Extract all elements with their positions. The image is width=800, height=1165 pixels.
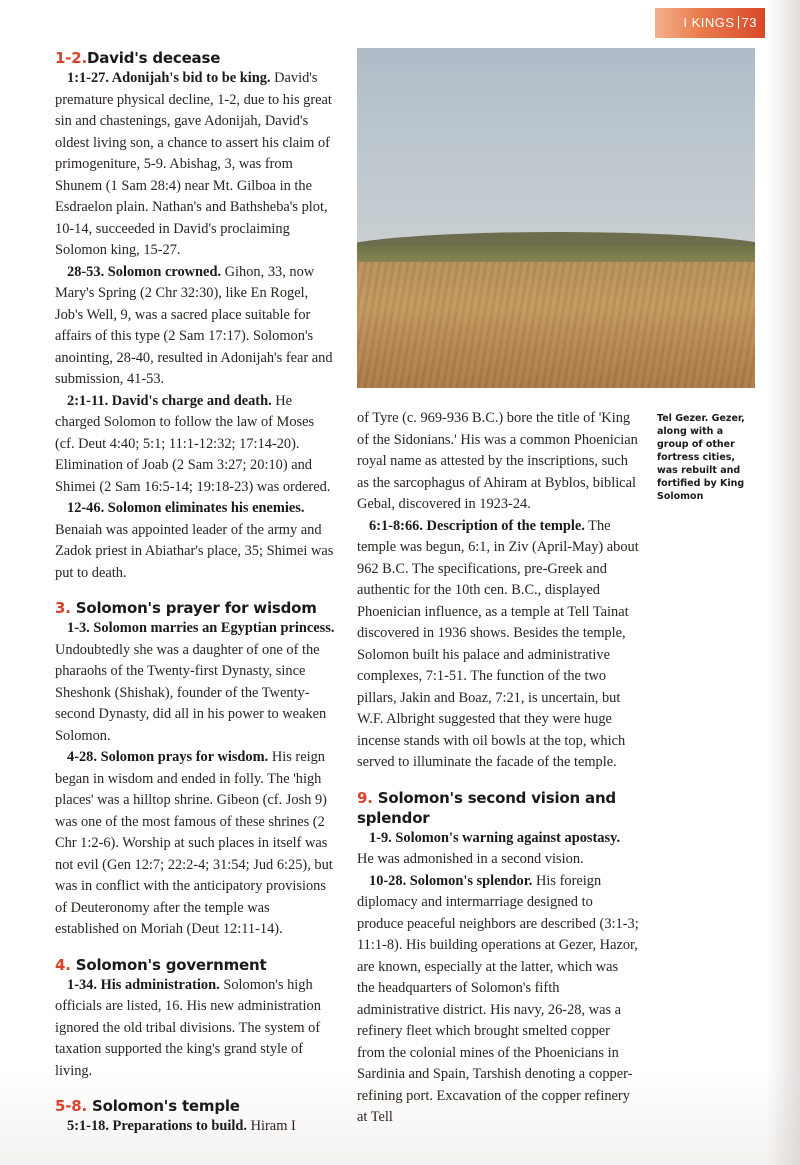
section-heading-1-2 [55,48,337,68]
section-number: 3. [55,599,71,617]
paragraph [55,747,337,941]
section-title: Solomon's prayer for wisdom [75,599,317,617]
paragraph [357,828,639,871]
paragraph-body: Benaiah was appointed leader of the army and Zadok priest in Abiathar's place, 35; Shimei was put to death. [55,521,334,581]
paragraph-body: Hiram I [247,1118,296,1134]
paragraph [55,618,337,747]
paragraph-lead: 28-53. Solomon crowned. [67,263,222,280]
paragraph-body: Gihon, 33, now Mary's Spring (2 Chr 32:30), like En Rogel, Job's Well, 9, was a sacred place suitable for affairs of this type (2 Sam 17:17). Solomon's anointing, 28-40, resulted in Adonijah's fear and submission, 41-53. [55,263,333,387]
paragraph-lead: 12-46. Solomon eliminates his enemies. [67,500,305,516]
paragraph-lead: 5:1-18. Preparations to build. [67,1118,248,1134]
paragraph-lead: 10-28. Solomon's splendor. [369,872,533,889]
paragraph-body: Undoubtedly she was a daughter of one of the pharaohs of the Twenty-first Dynasty, since Sheshonk (Shishak), founder of the Twenty-second Dynasty, did all in his power to weaken Solomon. [55,641,327,744]
paragraph [55,391,337,499]
paragraph-body: The temple was begun, 6:1, in Ziv (April-May) about 962 B.C. The specifications, pre-Greek and authentic for the 10th cen. B.C., displayed Phoenician influence, as a temple at Tell Tainat discovered in 1936 shows. Besides the temple, Solomon built his palace and administrative complexes, 7:1-51. The function of the two pillars, Jakin and Boaz, 7:21, is uncertain, but W.F. Albright suggested that they were huge incense stands with oil bowls at the top, which served to illuminate the facade of the temple. [357,517,639,770]
section-heading-5-8 [55,1096,337,1116]
paragraph [357,516,639,774]
paragraph-lead: 6:1-8:66. Description of the temple. [369,517,585,534]
paragraph [357,871,639,1129]
section-title: David's decease [87,49,221,67]
photo-caption: Tel Gezer. Gezer, along with a group of other fortress cities, was rebuilt and fortified by King Solomon [657,413,745,502]
running-head-separator [738,16,739,29]
paragraph-body: David's premature physical decline, 1-2, due to his great sin and chastenings, gave Adonijah, David's oldest living son, a chance to assert his claim of primogeniture, 5-9. Abishag, 3, was from Shunem (1 Sam 28:4) near Mt. Gilboa in the Esdraelon plain. Nathan's and Bathsheba's plot, 10-14, succeeded in David's proclaiming Solomon king, 15-27. [55,70,332,258]
paragraph-body: He charged Solomon to follow the law of Moses (cf. Deut 4:40; 5:1; 11:1-12:32; 17:14-20). Elimination of Joab (2 Sam 3:27; 20:10) and Shimei (2 Sam 16:5-14; 19:18-23) was ordered. [55,392,331,495]
section-spacer [357,774,639,788]
section-heading-4 [55,955,337,975]
paragraph-lead: 4-28. Solomon prays for wisdom. [67,749,269,765]
column-right [357,408,639,1129]
paragraph-lead: 1-34. His administration. [67,976,220,993]
paragraph-lead: 1-9. Solomon's warning against apostasy. [369,829,621,846]
tel-gezer-photo [357,48,755,388]
section-number: 4. [55,955,71,974]
paragraph-lead: 1:1-27. Adonijah's bid to be king. [67,70,271,86]
running-head [655,8,765,38]
section-title: Solomon's second vision and splendor [357,788,616,827]
section-number: 1-2. [55,49,87,67]
section-heading-9 [357,788,639,828]
paragraph-body: He was admonished in a second vision. [357,851,584,867]
book-title: I KINGS [683,15,735,30]
paragraph [55,498,337,584]
section-spacer [55,584,337,598]
section-title: Solomon's temple [92,1097,240,1115]
paragraph [55,1116,337,1138]
section-heading-3 [55,598,337,618]
section-number: 9. [357,788,373,807]
paragraph [55,262,337,391]
photo-sky [357,48,755,248]
paragraph-body: Solomon's high officials are listed, 16. His new administration ignored the old tribal divisions. The system of taxation supported the king's grand style of living. [55,976,321,1079]
paragraph-body: His reign began in wisdom and ended in folly. The 'high places' was a hilltop shrine. Gibeon (cf. Josh 9) was one of the most famous of these shrines (2 Chr 1:2-6). Worship at such places in itself was not evil (Gen 12:7; 22:2-4; 31:54; Jud 6:25), but was in conflict with the anticipatory provisions of Deuteronomy after the temple was established on Moriah (Deut 12:11-14). [55,749,333,937]
running-head-text [683,15,757,30]
paragraph-lead: 2:1-11. David's charge and death. [67,392,272,409]
section-spacer [55,941,337,955]
paragraph-lead: 1-3. Solomon marries an Egyptian princess. [67,620,335,636]
paragraph [55,68,337,262]
section-number: 5-8. [55,1097,87,1115]
page-gutter-shadow [766,0,800,1165]
paragraph-body: His foreign diplomacy and intermarriage designed to produce peaceful neighbors are described (3:1-3; 11:1-8). His building operations at Gezer, Hazor, are known, especially at the latter, which was the headquarters of Solomon's fifth administrative district. His navy, 26-28, was a refinery fleet which brought smelted copper from the colonial mines of the Phoenicians in Sardinia and Spain, Tarshish denoting a copper-refining port. Excavation of the copper refinery at Tell [357,872,639,1125]
paragraph [55,975,337,1083]
section-spacer [55,1082,337,1096]
page-number: 73 [741,15,757,30]
paragraph-continuation: of Tyre (c. 969-936 B.C.) bore the title of 'King of the Sidonians.' His was a common Phoenician royal name as attested by the inscriptions, such as the sarcophagus of Ahiram at Byblos, biblical Gebal, discovered in 1923-24. [357,410,638,512]
photo-field-texture [357,262,755,388]
column-left [55,48,337,1138]
section-title: Solomon's government [75,955,267,974]
